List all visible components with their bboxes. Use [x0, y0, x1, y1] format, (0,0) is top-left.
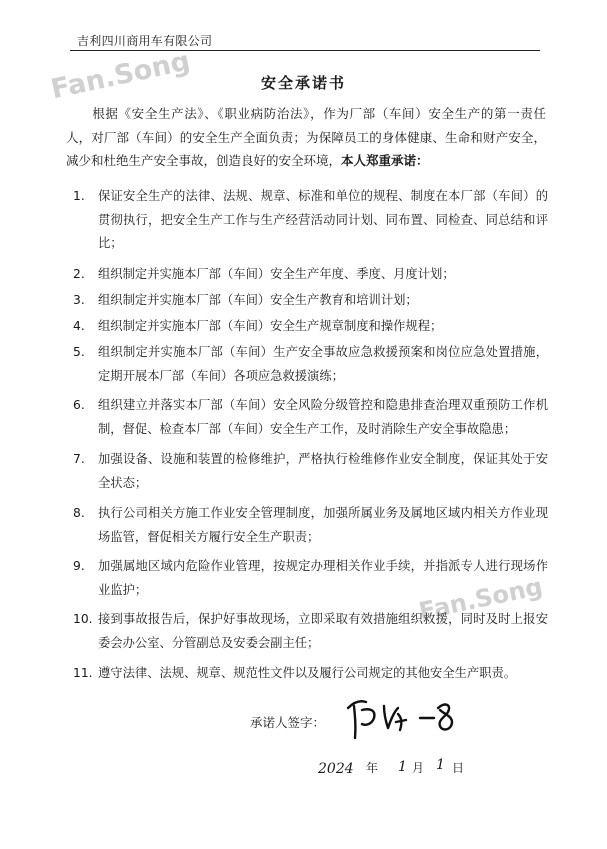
list-item: [73, 662, 548, 686]
item-text: 组织制定并实施本厂部（车间）安全生产教育和培训计划；: [98, 293, 418, 307]
item-text: 组织建立并落实本厂部（车间）安全风险分级管控和隐患排查治理双重预防工作机制，督促、检查本厂部（车间）安全生产工作，及时消除生产安全事故隐患；: [98, 398, 548, 436]
item-number: 10.: [73, 612, 93, 626]
item-number: 8.: [73, 506, 85, 520]
list-item: [73, 263, 548, 287]
item-text: 接到事故报告后，保护好事故现场，立即采取有效措施组织救援，同时及时上报安委会办公室、分管副总及安委会副主任；: [98, 612, 548, 650]
date-month: 1: [398, 759, 407, 775]
item-text: 组织制定并实施本厂部（车间）生产安全事故应急救援预案和岗位应急处置措施，定期开展本厂部（车间）各项应急救援演练；: [98, 345, 548, 383]
date-day-suffix: 日: [452, 761, 465, 775]
handwritten-signature: [340, 688, 460, 744]
list-item: [73, 341, 548, 388]
item-number: 5.: [73, 345, 85, 359]
intro-paragraph: [66, 102, 546, 173]
date-day: 1: [436, 757, 445, 773]
item-number: 2.: [73, 267, 85, 281]
watermark: Fan.Song: [416, 572, 545, 626]
list-item: [73, 315, 548, 339]
item-number: 6.: [73, 398, 85, 412]
item-number: 9.: [73, 559, 85, 573]
date-month-suffix: 月: [412, 761, 425, 775]
list-item: [73, 185, 548, 256]
watermark: Fan.Song: [48, 45, 193, 106]
signature-label: 承诺人签字：: [250, 715, 326, 730]
date-year: 2024: [318, 761, 354, 777]
item-text: 加强属地区域内危险作业管理，按规定办理相关作业手续，并指派专人进行现场作业监护；: [98, 559, 548, 597]
item-number: 3.: [73, 293, 85, 307]
list-item: [73, 394, 548, 441]
intro-text: 根据《安全生产法》、《职业病防治法》，作为厂部（车间）安全生产的第一责任人，对厂部（车间）的安全生产全面负责；为保障员工的身体健康、生命和财产安全，减少和杜绝生产安全事故，创造良好的安全环境，: [66, 106, 546, 168]
header-rule: [70, 50, 540, 51]
list-item: [73, 448, 548, 495]
signature-date: [318, 755, 488, 787]
item-text: 组织制定并实施本厂部（车间）安全生产年度、季度、月度计划；: [98, 267, 455, 281]
company-header: 吉利四川商用车有限公司: [77, 34, 213, 48]
list-item: [73, 289, 548, 313]
item-text: 保证安全生产的法律、法规、规章、标准和单位的规程、制度在本厂部（车间）的贯彻执行，把安全生产工作与生产经营活动同计划、同布置、同检查、同总结和评比；: [98, 189, 548, 250]
item-number: 7.: [73, 452, 85, 466]
item-number: 1.: [73, 189, 85, 203]
item-number: 11.: [73, 666, 93, 680]
item-number: 4.: [73, 319, 85, 333]
intro-emphasis: 本人郑重承诺：: [341, 153, 429, 168]
item-text: 加强设备、设施和装置的检修维护，严格执行检维修作业安全制度，保证其处于安全状态；: [98, 452, 548, 490]
list-item: [73, 502, 548, 549]
list-item: [73, 555, 548, 602]
item-text: 执行公司相关方施工作业安全管理制度，加强所属业务及属地区域内相关方作业现场监管，督促相关方履行安全生产职责；: [98, 506, 548, 544]
item-text: 组织制定并实施本厂部（车间）安全生产规章制度和操作规程；: [98, 319, 443, 333]
document-title: 安全承诺书: [260, 74, 346, 92]
item-text: 遵守法律、法规、规章、规范性文件以及履行公司规定的其他安全生产职责。: [98, 666, 517, 680]
date-year-suffix: 年: [366, 761, 379, 775]
list-item: [73, 608, 548, 655]
